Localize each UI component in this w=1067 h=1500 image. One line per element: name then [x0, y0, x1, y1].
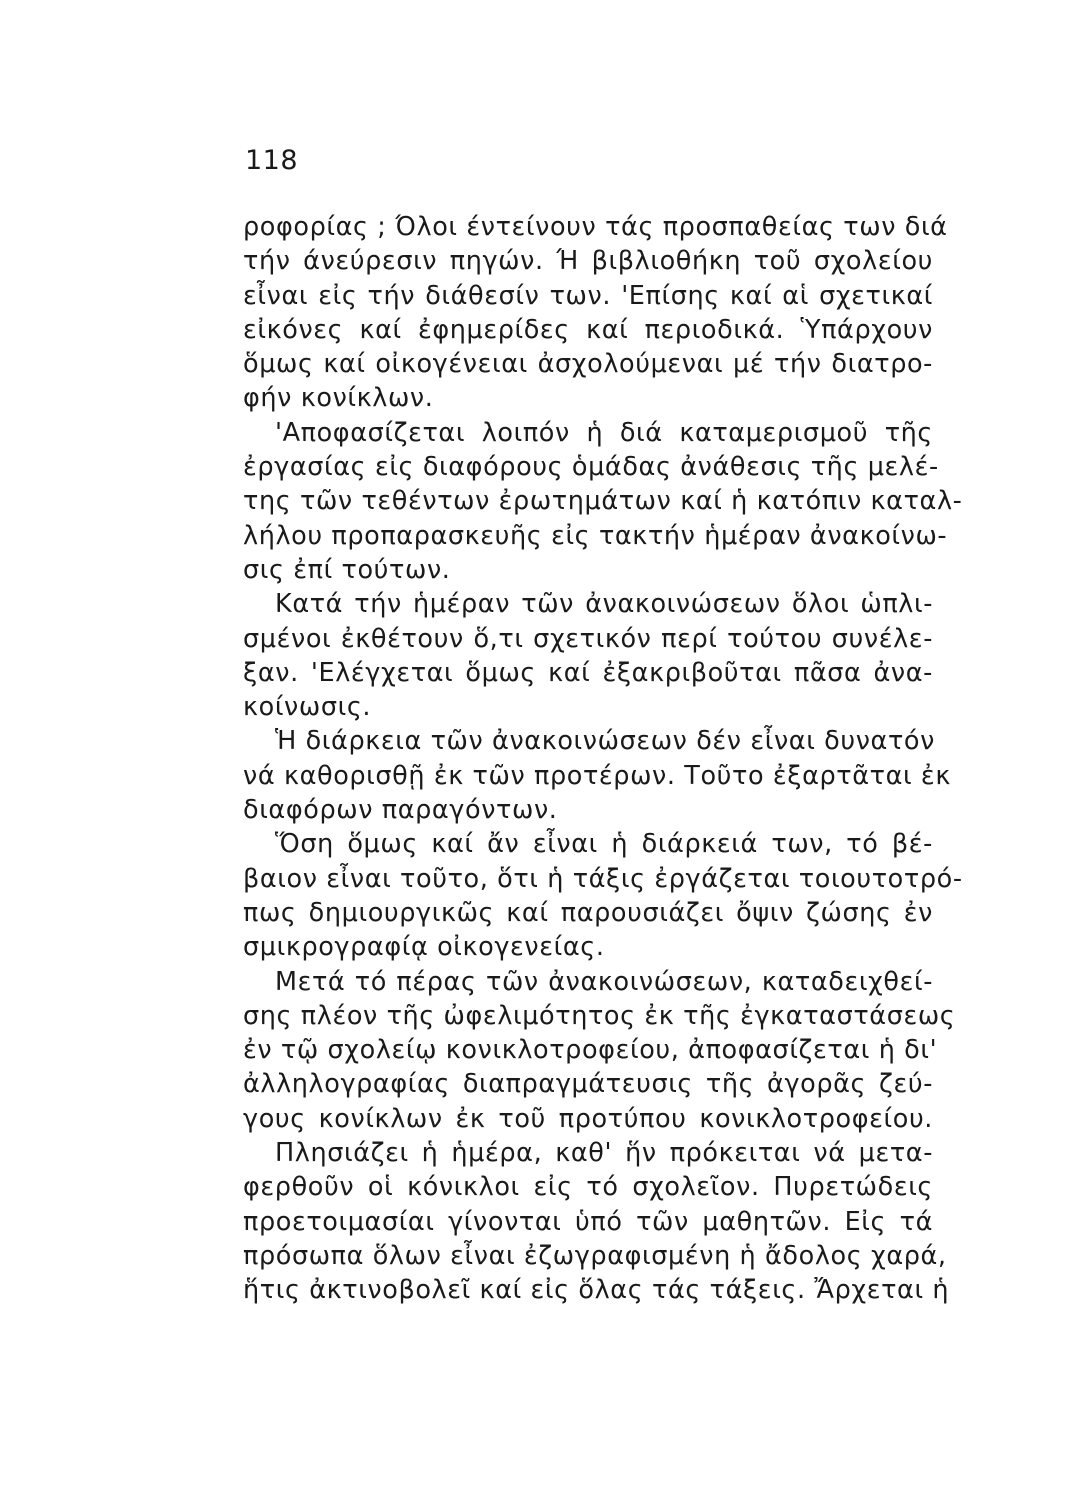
text-line: εἰκόνες καί ἐφημερίδες καί περιοδικά. Ὑπάρχουν — [243, 314, 933, 345]
text-line: λήλου προπαρασκευῆς εἰς τακτήν ἡμέραν ἀνακοίνω- — [243, 520, 948, 551]
text-line: εἶναι εἰς τήν διάθεσίν των. 'Επίσης καί αἱ σχετικαί — [243, 280, 933, 311]
text-line: τήν άνεύρεσιν πηγών. Ή βιβλιοθήκη τοῦ σχολείου — [243, 246, 933, 277]
text-line: ἥτις ἀκτινοβολεῖ καί εἰς ὅλας τάς τάξεις. Ἄρχεται ἡ — [243, 1275, 950, 1306]
text-line: νά καθορισθῇ ἐκ τῶν προτέρων. Τοῦτο ἐξαρτᾶται ἐκ — [243, 760, 951, 791]
text-line: Κατά τήν ἡμέραν τῶν ἀνακοινώσεων ὅλοι ὡπλι- — [275, 589, 933, 620]
text-line: σμένοι ἐκθέτουν ὅ,τι σχετικόν περί τούτου συνέλε- — [243, 623, 933, 654]
text-line: προετοιμασίαι γίνονται ὑπό τῶν μαθητῶν. Εἰς τά — [243, 1206, 933, 1237]
text-line: σης πλέον τῆς ὠφελιμότητος ἐκ τῆς ἐγκαταστάσεως — [243, 1000, 956, 1031]
text-line: βαιον εἶναι τοῦτο, ὅτι ἡ τάξις ἐργάζεται τοιουτοτρό- — [243, 863, 963, 894]
text-line: διαφόρων παραγόντων. — [243, 795, 558, 826]
text-line: ἐργασίας εἰς διαφόρους ὁμάδας ἀνάθεσις τῆς μελέ- — [243, 452, 939, 483]
text-line: Ἡ διάρκεια τῶν ἀνακοινώσεων δέν εἶναι δυνατόν — [275, 726, 935, 757]
text-line: ὅμως καί οἰκογένειαι ἀσχολούμεναι μέ τήν διατρο- — [243, 349, 933, 380]
text-line: σμικρογραφίᾳ οἰκογενείας. — [243, 932, 605, 963]
text-line: ξαν. 'Ελέγχεται ὅμως καί ἐξακριβοῦται πᾶσα ἀνα- — [243, 657, 933, 688]
text-line: ἀλληλογραφίας διαπραγμάτευσις τῆς ἀγορᾶς ζεύ- — [243, 1069, 933, 1100]
text-line: κοίνωσις. — [243, 692, 372, 723]
text-line: πρόσωπα ὅλων εἶναι ἐζωγραφισμένη ἡ ἄδολος χαρά, — [243, 1240, 947, 1271]
text-line: ροφορίας ; Όλοι έντείνουν τάς προσπαθείας των διά — [243, 212, 948, 242]
text-line: Ὅση ὅμως καί ἄν εἶναι ἡ διάρκειά των, τό βέ- — [275, 829, 933, 860]
text-line: φήν κονίκλων. — [243, 383, 434, 414]
text-body — [243, 210, 963, 1308]
text-line: σις ἐπί τούτων. — [243, 554, 451, 585]
text-line: φερθοῦν οἱ κόνικλοι εἰς τό σχολεῖον. Πυρετώδεις — [243, 1172, 933, 1203]
text-line: πως δημιουργικῶς καί παρουσιάζει ὄψιν ζώσης ἐν — [243, 897, 933, 928]
text-line: Μετά τό πέρας τῶν ἀνακοινώσεων, καταδειχθεί- — [275, 966, 933, 997]
text-line: 'Αποφασίζεται λοιπόν ἡ διά καταμερισμοῦ τῆς — [275, 417, 933, 448]
text-line: ἐν τῷ σχολείῳ κονικλοτροφείου, ἀποφασίζεται ἡ δι' — [243, 1035, 938, 1066]
page-number: 118 — [245, 145, 299, 176]
text-line: γους κονίκλων ἐκ τοῦ προτύπου κονικλοτροφείου. — [243, 1103, 933, 1134]
text-line: Πλησιάζει ἡ ἡμέρα, καθ' ἥν πρόκειται νά μετα- — [275, 1138, 933, 1169]
text-line: της τῶν τεθέντων ἐρωτημάτων καί ἡ κατόπιν καταλ- — [243, 486, 963, 517]
